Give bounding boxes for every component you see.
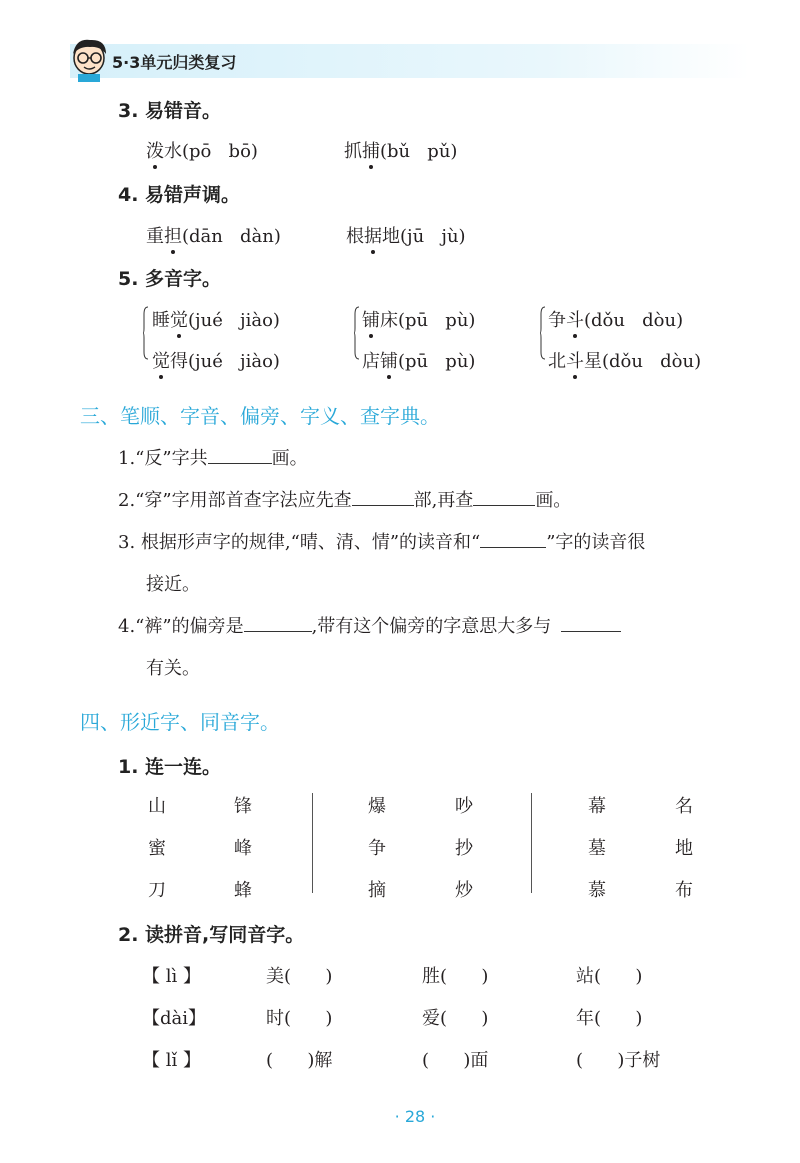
pinyin-tag: 【 lì 】 [142, 966, 201, 987]
dotted-char: 斗 [566, 306, 584, 332]
q-text: ”字的读音很 [546, 532, 646, 553]
sec3-q1 [118, 444, 308, 470]
column-divider [531, 793, 532, 893]
fill-item[interactable]: ( )解 [266, 1050, 333, 1071]
section-4-title: 四、形近字、同音字。 [80, 710, 280, 734]
s4-word-2 [346, 222, 466, 248]
pinyin-options: (pō bō) [182, 141, 258, 162]
match-left[interactable]: 山 [148, 796, 166, 817]
match-right[interactable]: 炒 [455, 880, 473, 901]
fill-item[interactable]: ( )子树 [576, 1050, 661, 1071]
char: 床 [380, 310, 398, 331]
pinyin-tag: 【dài】 [142, 1008, 207, 1029]
pinyin-options: (dǒu dòu) [602, 351, 702, 372]
s5-g3-word-2 [548, 347, 701, 373]
brace-icon [540, 306, 546, 360]
s5-g2-word-1 [362, 306, 475, 332]
sec3-q3 [118, 528, 645, 554]
dotted-char: 铺 [362, 306, 380, 332]
pinyin-options: (dān dàn) [182, 226, 281, 247]
dotted-char: 铺 [380, 347, 398, 373]
match-right[interactable]: 地 [675, 838, 693, 859]
match-left[interactable]: 爆 [368, 796, 386, 817]
match-left[interactable]: 幕 [588, 796, 606, 817]
pinyin-options: (dǒu dòu) [584, 310, 684, 331]
q-text: 2.“穿”字用部首查字法应先查 [118, 490, 352, 511]
s4-word-1 [146, 222, 281, 248]
pinyin-options: (jué jiào) [188, 310, 280, 331]
dotted-char: 斗 [566, 347, 584, 373]
answer-blank[interactable] [244, 613, 312, 632]
char: 店 [362, 351, 380, 372]
match-left[interactable]: 蜜 [148, 838, 166, 859]
pinyin-options: (bǔ pǔ) [380, 141, 458, 162]
fill-item[interactable]: 时( ) [266, 1008, 333, 1029]
s5-g2-word-2 [362, 347, 475, 373]
char: 争 [548, 310, 566, 331]
char: 根 [346, 226, 364, 247]
char: 北 [548, 351, 566, 372]
sec3-q3-cont: 接近。 [146, 574, 200, 595]
match-right[interactable]: 锋 [234, 796, 252, 817]
match-left[interactable]: 墓 [588, 838, 606, 859]
answer-blank[interactable] [208, 445, 272, 464]
q-text: 部,再查 [413, 490, 474, 511]
match-right[interactable]: 峰 [234, 838, 252, 859]
pinyin-options: (jué jiào) [188, 351, 280, 372]
fill-item[interactable]: ( )面 [422, 1050, 489, 1071]
char: 睡 [152, 310, 170, 331]
section-3-title: 三、笔顺、字音、偏旁、字义、查字典。 [80, 404, 440, 428]
pinyin-tag: 【 lǐ 】 [142, 1050, 201, 1071]
q-text: 4.“裤”的偏旁是 [118, 616, 244, 637]
char: 抓 [344, 141, 362, 162]
q-text: ,带有这个偏旁的字意思大多与 [311, 616, 552, 637]
s3-word-1 [146, 137, 258, 163]
dotted-char: 觉 [170, 306, 188, 332]
answer-blank[interactable] [561, 613, 621, 632]
s3-heading: 3. 易错音。 [118, 100, 222, 122]
match-right[interactable]: 吵 [455, 796, 473, 817]
page-number: · 28 · [394, 1107, 436, 1126]
s5-g3-word-1 [548, 306, 683, 332]
sec3-q2 [118, 486, 571, 512]
s3-word-2 [344, 137, 457, 163]
sec3-q4-cont: 有关。 [146, 658, 200, 679]
match-right[interactable]: 抄 [455, 838, 473, 859]
char: 水 [164, 141, 182, 162]
brace-icon [354, 306, 360, 360]
sec3-q4 [118, 612, 621, 638]
dotted-char: 觉 [152, 347, 170, 373]
match-right[interactable]: 名 [675, 796, 693, 817]
dotted-char: 据 [364, 222, 382, 248]
fill-item[interactable]: 年( ) [576, 1008, 643, 1029]
s5-heading: 5. 多音字。 [118, 268, 222, 290]
dotted-char: 担 [164, 222, 182, 248]
char: 星 [584, 351, 602, 372]
match-left[interactable]: 摘 [368, 880, 386, 901]
s5-g1-word-1 [152, 306, 280, 332]
brace-icon [143, 306, 149, 360]
dotted-char: 捕 [362, 137, 380, 163]
char: 地 [382, 226, 400, 247]
char: 重 [146, 226, 164, 247]
match-right[interactable]: 蜂 [234, 880, 252, 901]
char: 得 [170, 351, 188, 372]
q-text: 画。 [535, 490, 572, 511]
match-left[interactable]: 慕 [588, 880, 606, 901]
sec4-q2-heading: 2. 读拼音,写同音字。 [118, 924, 305, 946]
match-left[interactable]: 刀 [148, 880, 166, 901]
fill-item[interactable]: 美( ) [266, 966, 333, 987]
q-text: 1.“反”字共 [118, 448, 208, 469]
answer-blank[interactable] [480, 529, 546, 548]
sec4-q1-heading: 1. 连一连。 [118, 756, 222, 778]
pinyin-options: (pū pù) [398, 310, 476, 331]
q-text: 画。 [271, 448, 308, 469]
q-text: 3. 根据形声字的规律,“晴、清、情”的读音和“ [118, 532, 481, 553]
pinyin-options: (jū jù) [400, 226, 466, 247]
fill-item[interactable]: 站( ) [576, 966, 643, 987]
pinyin-options: (pū pù) [398, 351, 476, 372]
fill-item[interactable]: 胜( ) [422, 966, 489, 987]
s5-g1-word-2 [152, 347, 280, 373]
answer-blank[interactable] [352, 487, 414, 506]
s4-heading: 4. 易错声调。 [118, 184, 241, 206]
dotted-char: 泼 [146, 137, 164, 163]
answer-blank[interactable] [473, 487, 535, 506]
match-left[interactable]: 争 [368, 838, 386, 859]
mascot-icon [66, 34, 112, 82]
match-right[interactable]: 布 [675, 880, 693, 901]
fill-item[interactable]: 爱( ) [422, 1008, 489, 1029]
header-title: 5·3单元归类复习 [112, 53, 237, 72]
column-divider [312, 793, 313, 893]
